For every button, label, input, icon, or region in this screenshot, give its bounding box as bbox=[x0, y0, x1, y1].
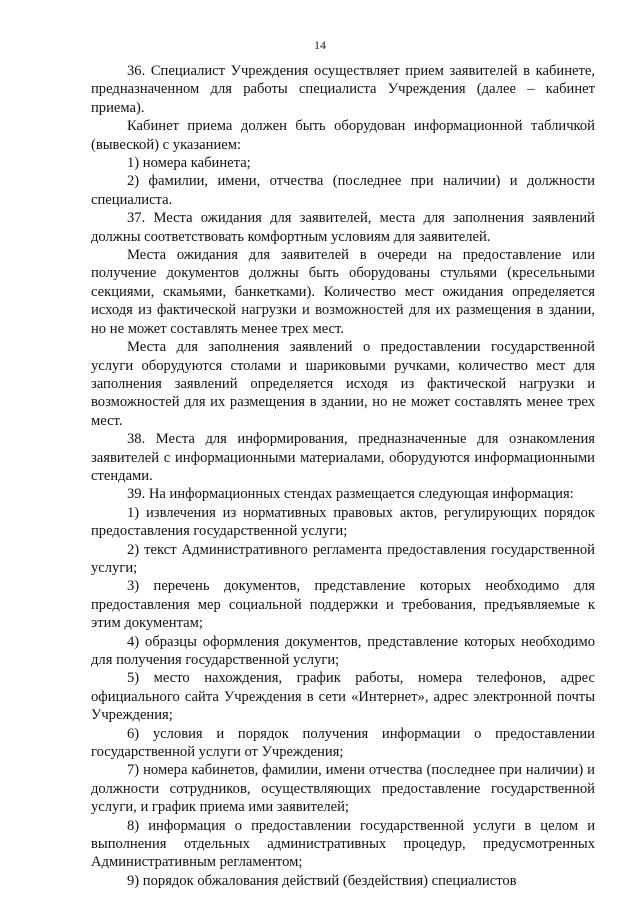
list-item-8: 8) информация о предоставлении государственной услуги в целом и выполнения отдельных административных процедур, предусмотренных Административным регламентом; bbox=[91, 817, 595, 871]
paragraph-39: 39. На информационных стендах размещается следующая информация: bbox=[127, 486, 574, 503]
list-item-specialist-name: 2) фамилии, имени, отчества (последнее при наличии) и должности специалиста. bbox=[91, 173, 595, 208]
paragraph-37: 37. Места ожидания для заявителей, места для заполнения заявлений должны соответствовать комфортным условиям для заявителей. bbox=[91, 210, 595, 245]
list-item-7: 7) номера кабинетов, фамилии, имени отчества (последнее при наличии) и должности сотрудников, осуществляющих предоставление государственной услуги, и график приема ими заявителей; bbox=[91, 762, 595, 816]
page-number: 14 bbox=[314, 38, 326, 52]
list-item-9: 9) порядок обжалования действий (бездействия) специалистов bbox=[127, 872, 517, 889]
list-item-4: 4) образцы оформления документов, представление которых необходимо для получения государственной услуги; bbox=[91, 633, 595, 668]
paragraph-waiting-places: Места ожидания для заявителей в очереди на предоставление или получение документов должны быть оборудованы стульями (кресельными секциями, скамьями, банкетками). Количество мест ожидания определяется исходя из фактической нагрузки и возможностей для их размещения в здании, но не может составлять менее трех мест. bbox=[91, 247, 595, 337]
paragraph-38: 38. Места для информирования, предназначенные для ознакомления заявителей с информационными материалами, оборудуются информационными стендами. bbox=[91, 431, 595, 484]
paragraph-sign-requirement: Кабинет приема должен быть оборудован информационной табличкой (вывеской) с указанием: bbox=[91, 118, 595, 153]
paragraph-36: 36. Специалист Учреждения осуществляет прием заявителей в кабинете, предназначенном для работы специалиста Учреждения (далее – кабинет приема). bbox=[91, 63, 595, 116]
paragraph-filling-places: Места для заполнения заявлений о предоставлении государственной услуги оборудуются столами и шариковыми ручками, количество мест для заполнения заявлений определяется исходя из фактической нагрузки и возможностей для их размещения в здании, но не может составлять менее трех мест. bbox=[91, 339, 595, 429]
list-item-3: 3) перечень документов, представление которых необходимо для предоставления мер социальной поддержки и требования, предъявляемые к этим документам; bbox=[91, 578, 595, 632]
list-item-1: 1) извлечения из нормативных правовых актов, регулирующих порядок предоставления государственной услуги; bbox=[91, 504, 595, 540]
document-body bbox=[91, 62, 595, 890]
list-item-cabinet-number: 1) номера кабинета; bbox=[127, 155, 251, 172]
list-item-6: 6) условия и порядок получения информации о предоставлении государственной услуги от Учреждения; bbox=[91, 725, 595, 761]
list-item-5: 5) место нахождения, график работы, номера телефонов, адрес официального сайта Учреждения в сети «Интернет», адрес электронной почты Учреждения; bbox=[91, 670, 595, 724]
list-item-2: 2) текст Административного регламента предоставления государственной услуги; bbox=[91, 541, 595, 576]
